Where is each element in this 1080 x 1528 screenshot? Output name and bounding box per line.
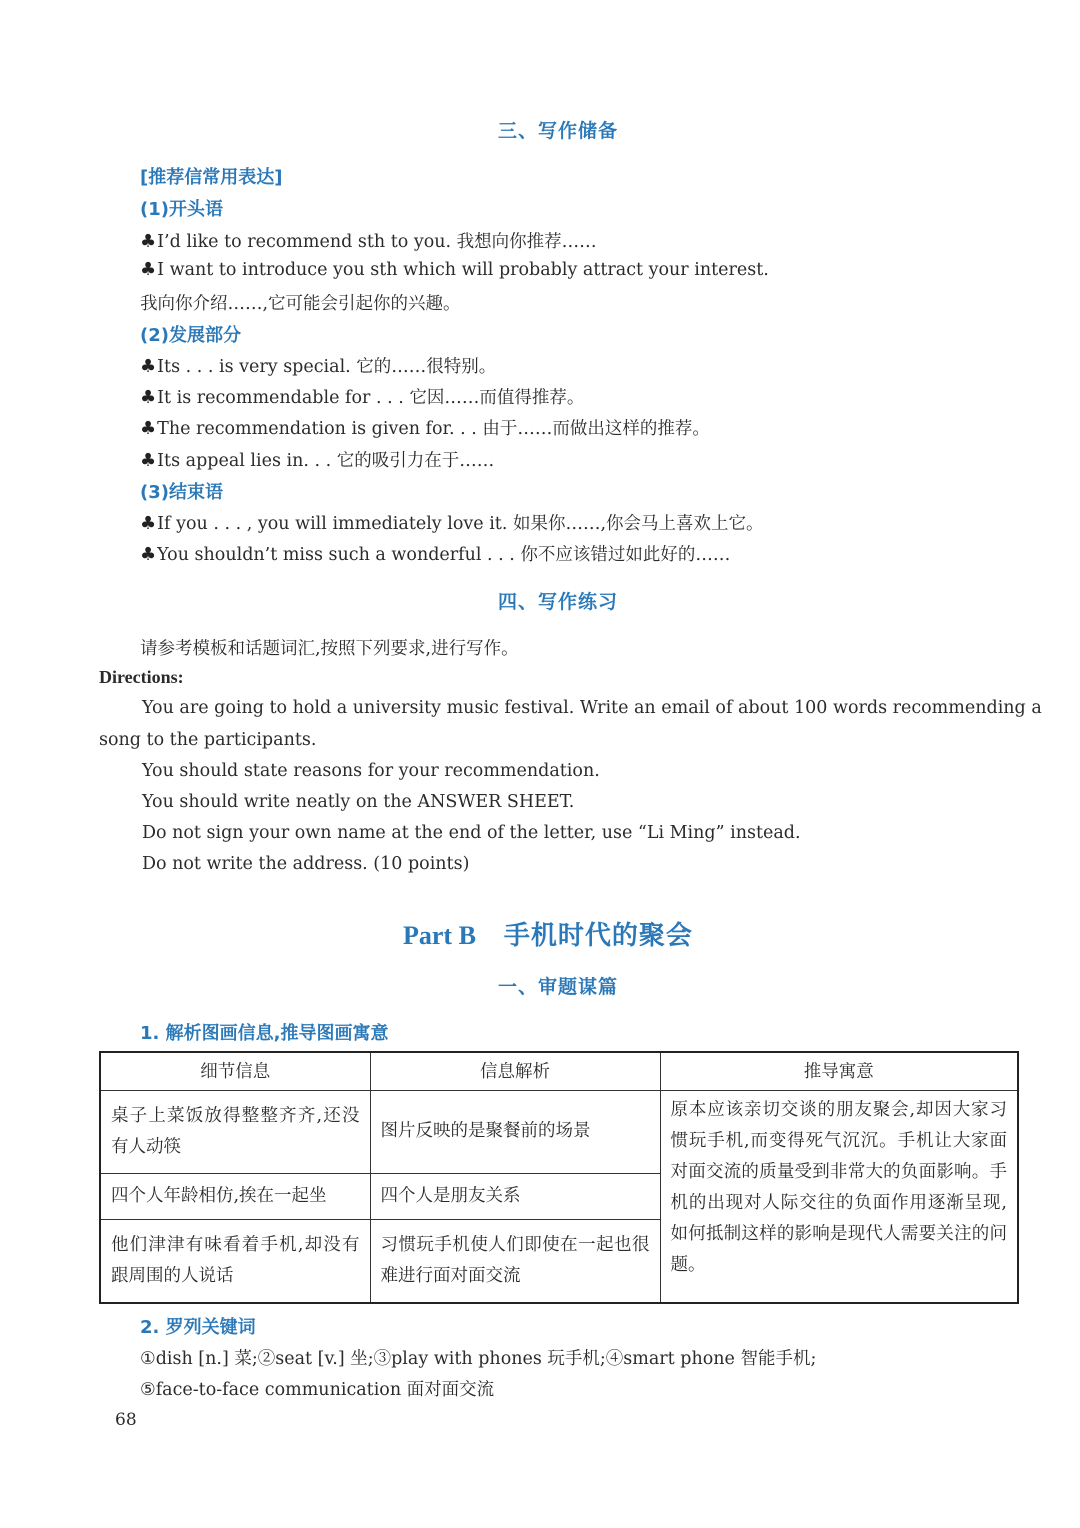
expression-line: ♣You shouldn’t miss such a wonderful . . . 你不应该错过如此好的…… bbox=[140, 544, 731, 565]
part-b-title bbox=[403, 915, 693, 952]
expression-line: ♣I want to introduce you sth which will probably attract your interest. bbox=[140, 259, 769, 280]
expression-line: ♣The recommendation is given for. . . 由于……而做出这样的推荐。 bbox=[140, 418, 710, 439]
directions-paragraph-line2: song to the participants. bbox=[99, 730, 317, 750]
expression-continuation: 我向你介绍……,它可能会引起你的兴趣。 bbox=[140, 294, 461, 314]
table-header: 推导寓意 bbox=[660, 1052, 1018, 1091]
expression-line: ♣I’d like to recommend sth to you. 我想向你推荐…… bbox=[140, 231, 597, 252]
table-cell-meaning: 原本应该亲切交谈的朋友聚会,却因大家习惯玩手机,而变得死气沉沉。手机让大家面对面交流的质量受到非常大的负面影响。手机的出现对人际交往的负面作用逐渐呈现,如何抵制这样的影响是现代人需要关注的问题。 bbox=[660, 1091, 1018, 1303]
section-title-writing-prep: 三、写作储备 bbox=[498, 120, 619, 142]
expression-line: ♣Its . . . is very special. 它的……很特别。 bbox=[140, 356, 497, 377]
table-cell-analysis: 图片反映的是聚餐前的场景 bbox=[370, 1091, 660, 1174]
subheading-opening: (1)开头语 bbox=[140, 199, 223, 220]
directions-paragraph-line1: You are going to hold a university music festival. Write an email of about 100 words recommending a bbox=[142, 698, 1042, 718]
requirement-line: Do not sign your own name at the end of the letter, use “Li Ming” instead. bbox=[142, 823, 801, 843]
expression-line: ♣Its appeal lies in. . . 它的吸引力在于…… bbox=[140, 450, 495, 471]
table-header: 细节信息 bbox=[100, 1052, 370, 1091]
subheading-closing: (3)结束语 bbox=[140, 482, 223, 503]
keywords-line1: ①dish [n.] 菜;②seat [v.] 坐;③play with phones 玩手机;④smart phone 智能手机; bbox=[140, 1349, 817, 1369]
club-bullet-icon: ♣ bbox=[140, 544, 157, 565]
club-bullet-icon: ♣ bbox=[140, 259, 157, 280]
subheading-picture-analysis: 1. 解析图画信息,推导图画寓意 bbox=[140, 1023, 389, 1044]
keywords-line2: ⑤face-to-face communication 面对面交流 bbox=[140, 1380, 495, 1400]
page-number: 68 bbox=[115, 1410, 137, 1430]
club-bullet-icon: ♣ bbox=[140, 450, 157, 471]
table-cell-analysis: 四个人是朋友关系 bbox=[370, 1173, 660, 1220]
directions-label: Directions: bbox=[99, 667, 184, 687]
part-label: Part B bbox=[403, 921, 476, 950]
category-label: [推荐信常用表达] bbox=[140, 167, 283, 188]
club-bullet-icon: ♣ bbox=[140, 418, 157, 439]
section-title-analysis: 一、审题谋篇 bbox=[498, 976, 619, 998]
practice-instruction: 请参考模板和话题词汇,按照下列要求,进行写作。 bbox=[140, 639, 519, 659]
table-row bbox=[100, 1091, 1018, 1174]
table-cell-detail: 四个人年龄相仿,挨在一起坐 bbox=[100, 1173, 370, 1220]
table-cell-detail: 他们津津有味看着手机,却没有跟周围的人说话 bbox=[100, 1220, 370, 1303]
table-header-row bbox=[100, 1052, 1018, 1091]
club-bullet-icon: ♣ bbox=[140, 356, 157, 377]
section-title-writing-practice: 四、写作练习 bbox=[498, 591, 619, 613]
expression-line: ♣If you . . . , you will immediately love it. 如果你……,你会马上喜欢上它。 bbox=[140, 513, 764, 534]
expression-line: ♣It is recommendable for . . . 它因……而值得推荐。 bbox=[140, 387, 585, 408]
club-bullet-icon: ♣ bbox=[140, 387, 157, 408]
requirement-line: You should state reasons for your recommendation. bbox=[142, 761, 600, 781]
requirement-line: You should write neatly on the ANSWER SHEET. bbox=[142, 792, 575, 812]
subheading-development: (2)发展部分 bbox=[140, 325, 241, 346]
part-title-cn: 手机时代的聚会 bbox=[503, 921, 693, 951]
table-cell-analysis: 习惯玩手机使人们即使在一起也很难进行面对面交流 bbox=[370, 1220, 660, 1303]
club-bullet-icon: ♣ bbox=[140, 231, 157, 252]
table-header: 信息解析 bbox=[370, 1052, 660, 1091]
requirement-line: Do not write the address. (10 points) bbox=[142, 854, 470, 874]
analysis-table bbox=[99, 1051, 1019, 1304]
club-bullet-icon: ♣ bbox=[140, 513, 157, 534]
subheading-keywords: 2. 罗列关键词 bbox=[140, 1317, 256, 1338]
table-cell-detail: 桌子上菜饭放得整整齐齐,还没有人动筷 bbox=[100, 1091, 370, 1174]
